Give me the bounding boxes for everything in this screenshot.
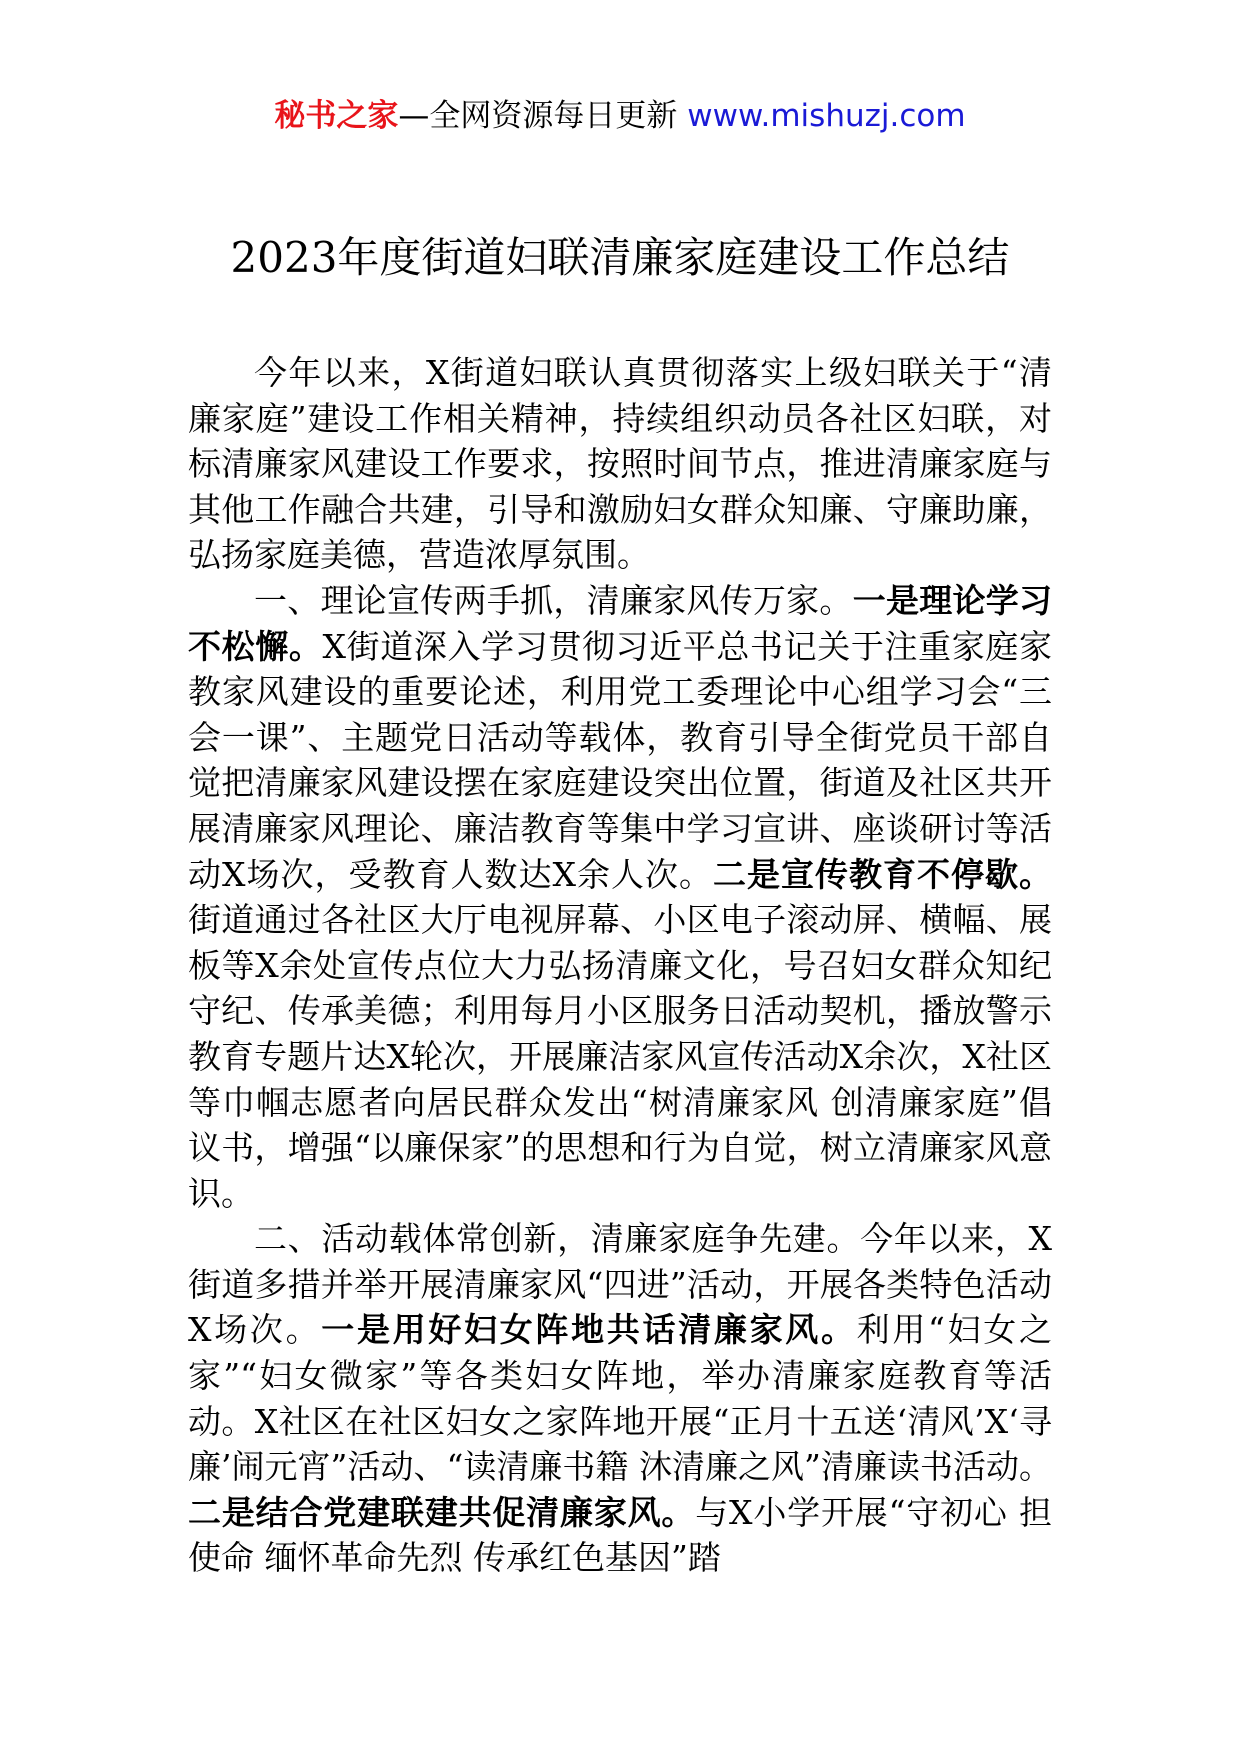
paragraph-intro [188,350,1052,578]
document-title: 2023年度街道妇联清廉家庭建设工作总结 [230,233,1010,282]
paragraph-text: 利用“妇女之家”“妇女微家”等各类妇女阵地，举办清廉家庭教育等活动。X社区在社区妇女之家阵地开展“正月十五送‘清风’X‘寻廉’闹元宵”活动、“读清廉书籍 沐清廉之风”清廉读书活动。 [188,1310,1052,1487]
bold-point: 一是理论学习不松懈。 [188,580,1053,666]
site-tagline: —全网资源每日更新 [398,98,688,134]
paragraph-text: X街道深入学习贯彻习近平总书记关于注重家庭家教家风建设的重要论述，利用党工委理论中心组学习会“三会一课”、主题党日活动等载体，教育引导全街党员干部自觉把清廉家风建设摆在家庭建设突出位置，街道及社区共开展清廉家风理论、廉洁教育等集中学习宣讲、座谈研讨等活动X场次，受教育人数达X余人次。 [188,626,1052,894]
document-body [188,350,1052,1581]
site-brand: 秘书之家 [274,98,399,134]
section-heading: 二、活动载体常创新，清廉家庭争先建。今年以来，X街道多措并举开展清廉家风“四进”活动，开展各类特色活动X场次。 [188,1219,1052,1350]
bold-point: 二是结合党建联建共促清廉家风。 [188,1492,696,1532]
bold-point: 一是用好妇女阵地共话清廉家风。 [321,1310,857,1350]
paragraph-text: 与X小学开展“守初心 担使命 缅怀革命先烈 传承红色基因”踏 [188,1492,1053,1578]
paragraph-section-1 [188,578,1052,1216]
section-heading: 一、理论宣传两手抓，清廉家风传万家。 [254,580,853,620]
paragraph-text: 街道通过各社区大厅电视屏幕、小区电子滚动屏、横幅、展板等X余处宣传点位大力弘扬清廉文化，号召妇女群众知纪守纪、传承美德；利用每月小区服务日活动契机，播放警示教育专题片达X轮次，开展廉洁家风宣传活动X余次，X社区等巾帼志愿者向居民群众发出“树清廉家风 创清廉家庭”倡议书，增强“以廉保家”的思想和行为自觉，树立清廉家风意识。 [188,900,1052,1213]
bold-point: 二是宣传教育不停歇。 [713,854,1052,894]
site-url-link[interactable]: www.mishuzj.com [687,98,966,134]
paragraph-section-2 [188,1216,1052,1581]
paragraph-text: 今年以来，X街道妇联认真贯彻落实上级妇联关于“清廉家庭”建设工作相关精神，持续组织动员各社区妇联，对标清廉家风建设工作要求，按照时间节点，推进清廉家庭与其他工作融合共建，引导和激励妇女群众知廉、守廉助廉，弘扬家庭美德，营造浓厚氛围。 [188,353,1052,575]
site-header [0,96,1240,136]
